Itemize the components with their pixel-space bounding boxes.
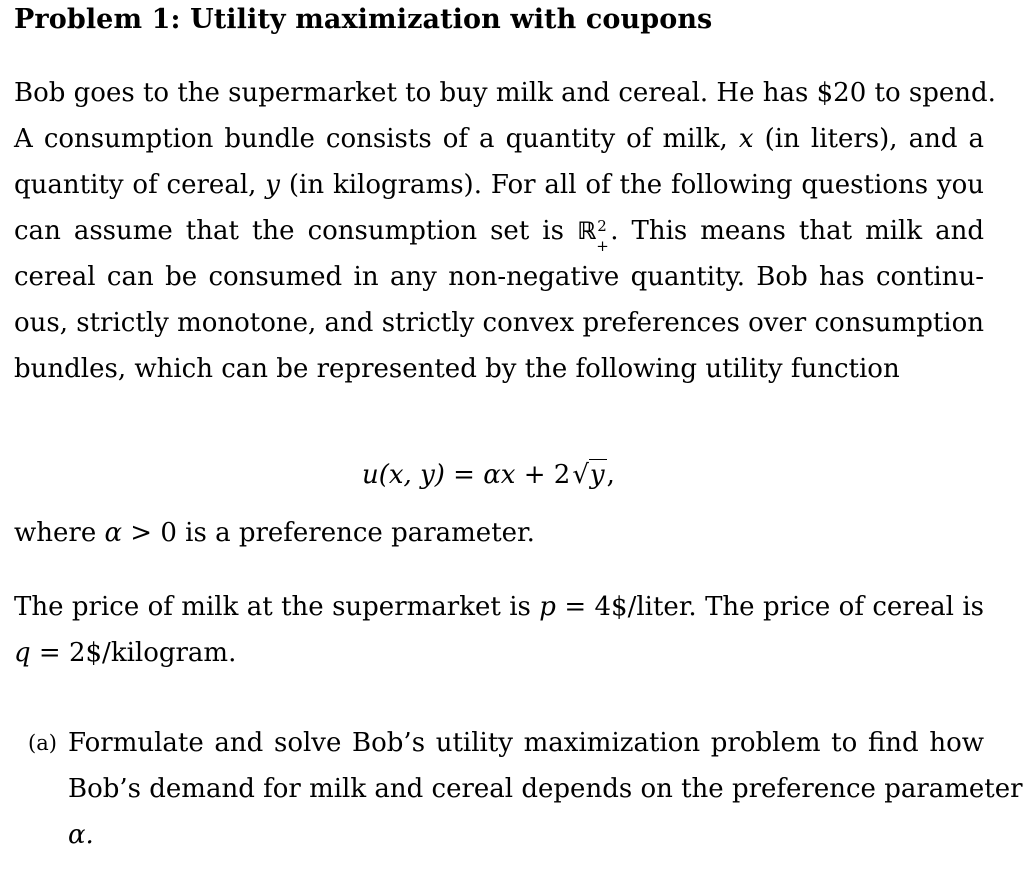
problem-title: Problem 1: Utility maximization with coupons: [14, 4, 713, 35]
text-segment: . This means that milk and: [610, 216, 985, 246]
part-label: (a): [28, 731, 57, 755]
math-superscript: 2: [597, 217, 607, 235]
radical-sign: √: [572, 460, 589, 490]
question-part-a: [28, 720, 1023, 858]
math-variable-q: q: [14, 638, 31, 668]
math-alpha: α: [104, 518, 123, 548]
math-alpha: α.: [68, 820, 94, 850]
math-real-set: ℝ: [576, 217, 597, 245]
paragraph-line: [14, 208, 984, 254]
equation-plus-two: + 2: [515, 460, 571, 490]
equation-term-alpha-x: αx: [483, 460, 516, 490]
paragraph-line: [14, 300, 984, 346]
math-subscript: +: [596, 237, 609, 255]
paragraph-line: [14, 70, 996, 116]
square-root: [570, 460, 606, 490]
part-a-text: [68, 720, 1023, 858]
paragraph-line: [14, 630, 984, 676]
problem-statement-paragraph: [14, 70, 996, 392]
text-segment: > 0 is a preference parameter.: [122, 518, 535, 548]
utility-function-equation: [362, 460, 615, 490]
math-variable-x: x: [738, 124, 754, 154]
text-segment: cereal can be consumed in any non-negative quantity. Bob has continu-: [14, 262, 984, 292]
paragraph-line: [68, 720, 984, 766]
paragraph-line: [68, 766, 1023, 812]
text-segment: = 2$/kilogram.: [30, 638, 237, 668]
text-segment: where: [14, 518, 105, 548]
text-segment: (in liters), and a: [764, 124, 985, 154]
text-segment: ous, strictly monotone, and strictly convex preferences over consumption: [14, 308, 984, 338]
equation-equals: =: [444, 460, 484, 490]
text-segment: The price of milk at the supermarket is: [14, 592, 540, 622]
math-variable-p: p: [539, 592, 556, 622]
text-segment: Bob goes to the supermarket to buy milk and cereal. He has $20 to spend.: [14, 78, 996, 108]
paragraph-line: [14, 346, 984, 392]
radicand: y: [589, 460, 605, 490]
paragraph-line: [68, 812, 984, 858]
parameter-definition: [14, 518, 535, 548]
text-segment: can assume that the consumption set is: [14, 216, 564, 246]
text-segment: = 4$/liter. The price of cereal is: [555, 592, 985, 622]
math-set-scripts: [596, 213, 610, 255]
text-segment: bundles, which can be represented by the following utility function: [14, 354, 900, 384]
paragraph-line: [14, 116, 984, 162]
paragraph-line: [14, 162, 984, 208]
text-segment: Bob’s demand for milk and cereal depends on the preference parameter: [68, 774, 1023, 804]
math-variable-y: y: [265, 170, 280, 200]
text-segment: A consumption bundle consists of a quantity of milk,: [14, 124, 728, 154]
paragraph-line: [14, 254, 984, 300]
text-segment: Formulate and solve Bob’s utility maximization problem to find how: [68, 728, 984, 758]
paragraph-line: [14, 584, 984, 630]
text-segment: quantity of cereal,: [14, 170, 257, 200]
price-paragraph: [14, 584, 984, 676]
text-segment: (in kilograms). For all of the following questions you: [288, 170, 984, 200]
equation-lhs: u(x, y): [362, 460, 445, 490]
equation-comma: ,: [606, 460, 615, 490]
